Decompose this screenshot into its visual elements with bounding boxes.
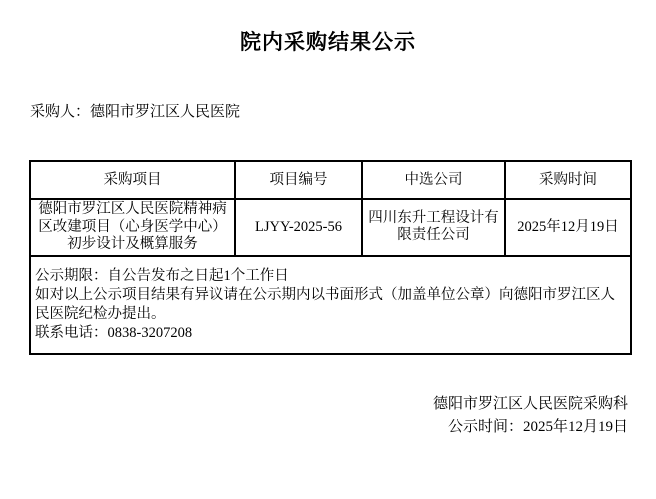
header-project-no: 项目编号 (235, 161, 362, 199)
page-title: 院内采购结果公示 (240, 30, 416, 54)
notice-phone-line: 联系电话：0838-3207208 (35, 324, 193, 341)
purchaser-line: 采购人：德阳市罗江区人民医院 (30, 104, 241, 120)
notice-cell (30, 256, 631, 354)
header-project: 采购项目 (30, 161, 235, 199)
footer-publish-time: 公示时间：2025年12月19日 (447, 419, 628, 435)
table-header-row (30, 161, 631, 199)
notice-objection-line: 如对以上公示项目结果有异议请在公示期内以书面形式（加盖单位公章）向德阳市罗江区人民医院纪检办提出。 (35, 286, 615, 322)
table-row (30, 199, 631, 256)
notice-period-line: 公示期限：自公告发布之日起1个工作日 (35, 267, 289, 284)
cell-project-name: 德阳市罗江区人民医院精神病区改建项目（心身医学中心）初步设计及概算服务 (30, 199, 235, 256)
header-date: 采购时间 (505, 161, 631, 199)
notice-row (30, 256, 631, 354)
footer-department: 德阳市罗江区人民医院采购科 (432, 396, 628, 412)
procurement-result-table (29, 160, 632, 355)
header-company: 中选公司 (362, 161, 505, 199)
footer (433, 393, 628, 439)
cell-project-no: LJYY-2025-56 (235, 199, 362, 256)
cell-date: 2025年12月19日 (505, 199, 631, 256)
cell-company: 四川东升工程设计有限责任公司 (362, 199, 505, 256)
